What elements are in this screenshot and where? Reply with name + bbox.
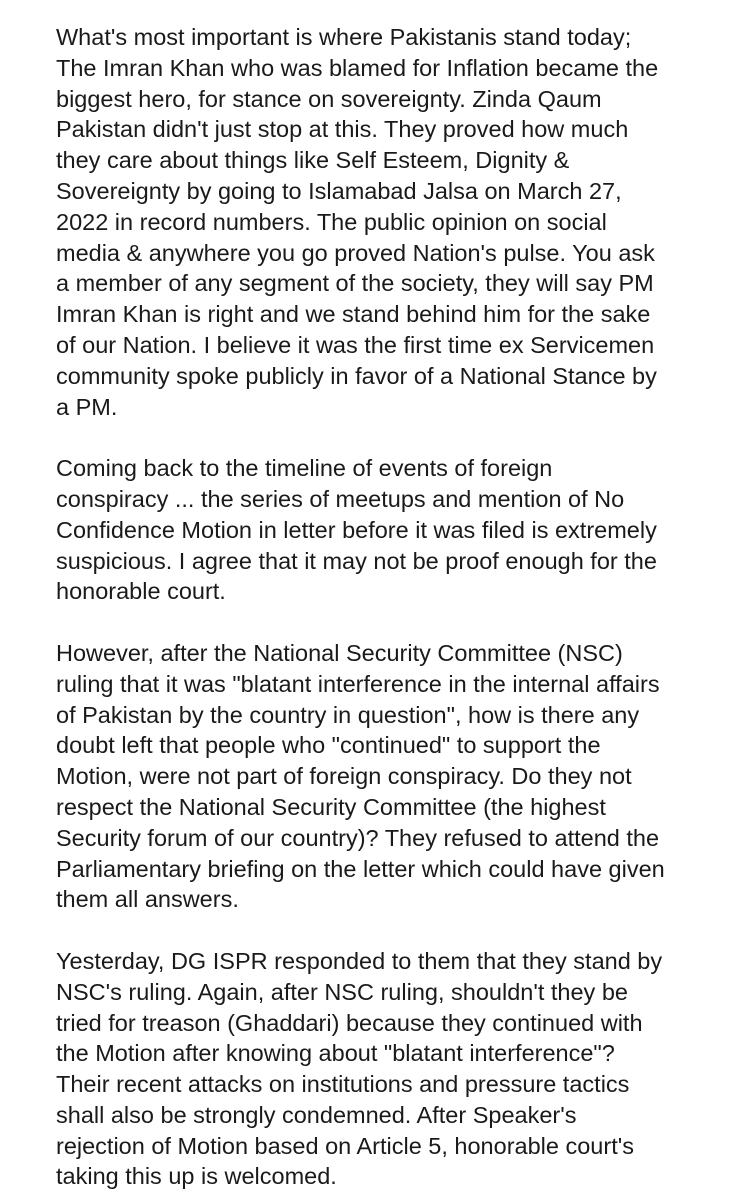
text-line: Pakistan didn't just stop at this. They proved how much — [56, 116, 629, 143]
text-line: However, after the National Security Committee (NSC) — [56, 639, 623, 666]
text-line: a member of any segment of the society, they will say PM — [56, 270, 654, 297]
text-line: conspiracy ... the series of meetups and mention of No — [56, 485, 625, 512]
paragraph-4 — [56, 946, 736, 1192]
text-line: honorable court. — [56, 578, 226, 605]
paragraph-3 — [56, 638, 736, 915]
text-line: 2022 in record numbers. The public opinion on social — [56, 208, 607, 235]
text-line: them all answers. — [56, 886, 239, 913]
text-line: Sovereignty by going to Islamabad Jalsa on March 27, — [56, 177, 622, 204]
text-line: Yesterday, DG ISPR responded to them that they stand by — [56, 947, 663, 974]
text-line: respect the National Security Committee (the highest — [56, 793, 606, 820]
text-line: media & anywhere you go proved Nation's pulse. You ask — [56, 239, 655, 266]
text-line: The Imran Khan who was blamed for Inflation became the — [56, 54, 659, 81]
text-line: doubt left that people who "continued" to support the — [56, 732, 601, 759]
text-line: Imran Khan is right and we stand behind him for the sake — [56, 301, 651, 328]
text-line: taking this up is welcomed. — [56, 1163, 337, 1190]
text-line: community spoke publicly in favor of a National Stance by — [56, 362, 657, 389]
text-line: Confidence Motion in letter before it was filed is extremely — [56, 516, 657, 543]
paragraph-2 — [56, 453, 736, 607]
paragraph-1 — [56, 22, 736, 422]
text-line: rejection of Motion based on Article 5, honorable court's — [56, 1132, 634, 1159]
text-line: Their recent attacks on institutions and pressure tactics — [56, 1071, 630, 1098]
text-line: Coming back to the timeline of events of foreign — [56, 455, 553, 482]
document-body — [56, 22, 736, 1192]
text-line: Security forum of our country)? They refused to attend the — [56, 824, 660, 851]
text-line: suspicious. I agree that it may not be proof enough for the — [56, 547, 657, 574]
text-line: the Motion after knowing about "blatant interference"? — [56, 1040, 615, 1067]
text-line: What's most important is where Pakistanis stand today; — [56, 24, 632, 50]
text-line: shall also be strongly condemned. After Speaker's — [56, 1101, 577, 1128]
text-line: tried for treason (Ghaddari) because they continued with — [56, 1009, 643, 1036]
text-line: Motion, were not part of foreign conspiracy. Do they not — [56, 763, 632, 790]
text-line: NSC's ruling. Again, after NSC ruling, shouldn't they be — [56, 978, 628, 1005]
text-line: they care about things like Self Esteem, Dignity & — [56, 147, 570, 174]
text-line: ruling that it was "blatant interference in the internal affairs — [56, 670, 660, 697]
text-line: of Pakistan by the country in question", how is there any — [56, 701, 640, 728]
text-line: of our Nation. I believe it was the first time ex Servicemen — [56, 331, 655, 358]
text-line: Parliamentary briefing on the letter which could have given — [56, 855, 665, 882]
text-line: a PM. — [56, 393, 118, 420]
text-line: biggest hero, for stance on sovereignty. Zinda Qaum — [56, 85, 602, 112]
